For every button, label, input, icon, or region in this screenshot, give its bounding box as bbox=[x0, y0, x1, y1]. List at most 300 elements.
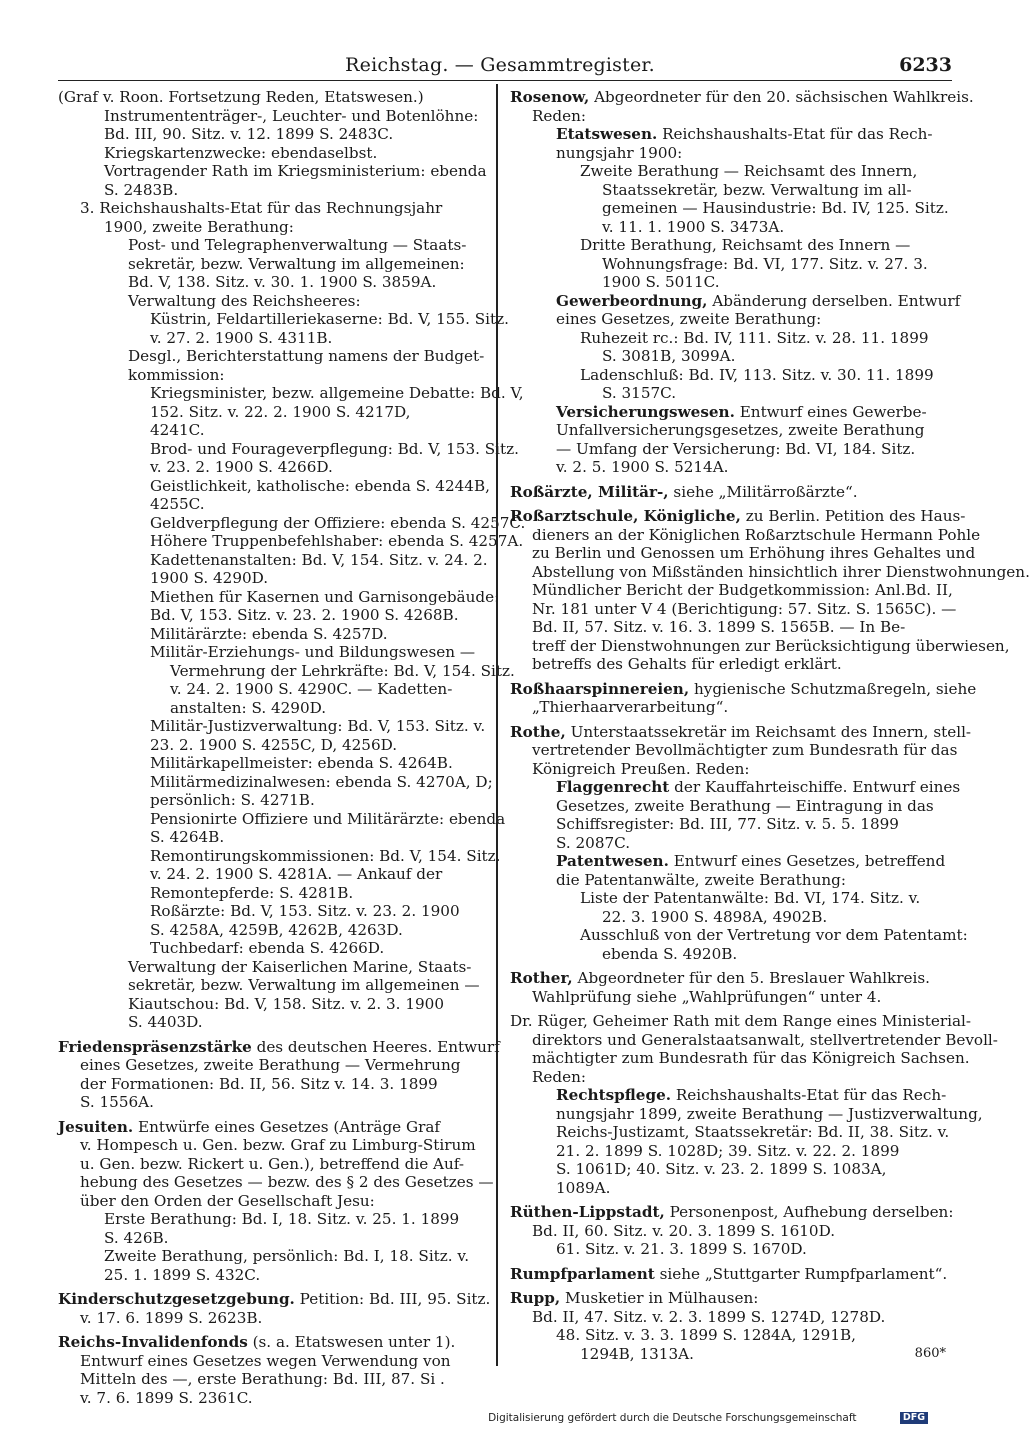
entry-text: Abstellung von Mißständen hinsichtlich ihrer Dienstwohnungen. bbox=[532, 562, 1030, 581]
index-line bbox=[58, 791, 490, 810]
entry-text: Bd. II, 60. Sitz. v. 20. 3. 1899 S. 1610D. bbox=[532, 1221, 836, 1240]
entry-text: direktors und Generalstaatsanwalt, stellvertretender Bevoll- bbox=[532, 1030, 998, 1049]
entry-text: Reden: bbox=[532, 106, 587, 125]
index-line bbox=[58, 384, 524, 403]
entry-text: „Thierhaarverarbeitung“. bbox=[532, 698, 729, 716]
index-line bbox=[58, 532, 524, 551]
index-line bbox=[58, 236, 490, 255]
index-line bbox=[510, 483, 952, 502]
entry-text: Dritte Berathung, Reichsamt des Innern — bbox=[580, 236, 911, 254]
index-line bbox=[58, 1309, 490, 1328]
index-line bbox=[58, 606, 490, 625]
entry-text: Kriegsminister, bezw. allgemeine Debatte: Bd. V, bbox=[150, 384, 524, 402]
index-line bbox=[58, 1266, 490, 1285]
index-line bbox=[58, 680, 490, 699]
index-line bbox=[58, 421, 490, 440]
index-line bbox=[58, 292, 490, 311]
entry-text: mächtigter zum Bundesrath für das Königreich Sachsen. bbox=[532, 1049, 970, 1067]
entry-text: v. 24. 2. 1900 S. 4290C. — Kadetten- bbox=[170, 680, 453, 698]
entry-text: Ruhezeit rc.: Bd. IV, 111. Sitz. v. 28. 11. 1899 bbox=[580, 328, 929, 347]
entry-text: S. 1061D; 40. Sitz. v. 23. 2. 1899 S. 1083A, bbox=[556, 1160, 887, 1178]
entry-text: kommission: bbox=[128, 365, 225, 384]
index-line bbox=[58, 809, 506, 829]
entry-text: 1900 S. 4290D. bbox=[150, 569, 269, 587]
entry-text: vertretender Bevollmächtigter zum Bundesrath für das bbox=[532, 741, 958, 759]
entry-text: 1089A. bbox=[556, 1178, 611, 1197]
entry-text: S. 4258A, 4259B, 4262B, 4263D. bbox=[150, 920, 403, 939]
index-line bbox=[510, 1012, 971, 1031]
signature-mark: 860* bbox=[914, 1346, 946, 1361]
index-line bbox=[58, 273, 490, 292]
index-line bbox=[510, 834, 952, 853]
entry-text: Bd. V, 153. Sitz. v. 23. 2. 1900 S. 4268B. bbox=[150, 606, 459, 624]
entry-text: der Kauffahrteischiffe. Entwurf eines bbox=[669, 778, 961, 796]
entry-text: 23. 2. 1900 S. 4255C, D, 4256D. bbox=[150, 735, 398, 754]
entry-text: Verwaltung des Reichsheeres: bbox=[128, 291, 361, 310]
index-line bbox=[510, 125, 952, 144]
entry-text: 3. Reichshaushalts-Etat für das Rechnungsjahr bbox=[80, 199, 443, 217]
entry-text: Kiautschou: Bd. V, 158. Sitz. v. 2. 3. 1900 bbox=[128, 994, 444, 1013]
index-line bbox=[510, 1030, 998, 1050]
index-line bbox=[58, 310, 509, 329]
entry-text: Militärmedizinalwesen: ebenda S. 4270A, D; bbox=[150, 772, 493, 791]
entry-text: Bd. II, 57. Sitz. v. 16. 3. 1899 S. 1565B. — In Be- bbox=[532, 618, 906, 636]
entry-heading: Rupp, bbox=[510, 1289, 561, 1307]
index-line bbox=[58, 976, 490, 995]
index-line bbox=[510, 162, 952, 181]
entry-heading: Rüthen-Lippstadt, bbox=[510, 1203, 665, 1221]
index-line bbox=[58, 846, 501, 866]
entry-text: zu Berlin. Petition des Haus- bbox=[740, 507, 966, 525]
entry-text: der Formationen: Bd. II, 56. Sitz v. 14. 3. 1899 bbox=[80, 1074, 438, 1093]
entry-text: Bd. V, 138. Sitz. v. 30. 1. 1900 S. 3859A. bbox=[128, 273, 437, 291]
index-line bbox=[58, 643, 490, 662]
index-line bbox=[58, 1075, 490, 1094]
entry-text: S. 4403D. bbox=[128, 1013, 203, 1031]
dfg-logo: DFG bbox=[900, 1412, 928, 1424]
page-header-title: Reichstag. — Gesammtregister. bbox=[345, 54, 655, 76]
index-line bbox=[510, 507, 966, 526]
index-line bbox=[58, 625, 490, 644]
index-line bbox=[510, 778, 961, 797]
index-line bbox=[58, 125, 490, 144]
entry-text: Höhere Truppenbefehlshaber: ebenda S. 4257A. bbox=[150, 532, 524, 550]
entry-text: Zweite Berathung — Reichsamt des Innern, bbox=[580, 162, 918, 180]
index-line bbox=[510, 236, 952, 255]
entry-text: hebung des Gesetzes — bezw. des § 2 des Gesetzes — bbox=[80, 1173, 494, 1191]
index-line bbox=[510, 655, 952, 674]
entry-text: treff der Dienstwohnungen zur Berücksichtigung überwiesen, bbox=[532, 636, 1010, 655]
entry-heading: Roßarztschule, Königliche, bbox=[510, 507, 741, 525]
index-line bbox=[58, 255, 490, 274]
entry-text: über den Orden der Gesellschaft Jesu: bbox=[80, 1191, 375, 1210]
entry-text: Wohnungsfrage: Bd. VI, 177. Sitz. v. 27. 3. bbox=[602, 254, 928, 273]
entry-text: Geldverpflegung der Offiziere: ebenda S. 4257C. bbox=[150, 513, 526, 532]
entry-text: Reichshaushalts-Etat für das Rech- bbox=[671, 1086, 947, 1104]
entry-text: Post- und Telegraphenverwaltung — Staats- bbox=[128, 236, 467, 254]
index-line bbox=[510, 88, 974, 107]
entry-text: 21. 2. 1899 S. 1028D; 39. Sitz. v. 22. 2. 1899 bbox=[556, 1141, 900, 1160]
entry-heading: Rumpfparlament bbox=[510, 1264, 655, 1283]
index-line bbox=[58, 218, 490, 237]
entry-text: anstalten: S. 4290D. bbox=[170, 698, 327, 717]
index-line bbox=[510, 310, 952, 329]
index-line bbox=[510, 889, 952, 908]
right-column bbox=[510, 88, 1030, 1363]
entry-text: 1900 S. 5011C. bbox=[602, 273, 720, 291]
entry-heading: Kinderschutzgesetzgebung. bbox=[58, 1290, 295, 1308]
entry-text: v. 11. 1. 1900 S. 3473A. bbox=[602, 217, 785, 236]
entry-heading: Rothe, bbox=[510, 722, 566, 741]
index-line bbox=[510, 458, 952, 477]
index-line bbox=[510, 384, 952, 403]
index-line bbox=[58, 865, 490, 884]
entry-text: Vermehrung der Lehrkräfte: Bd. V, 154. Sitz. bbox=[170, 661, 515, 680]
entry-text: v. 2. 5. 1900 S. 5214A. bbox=[556, 458, 729, 476]
entry-heading: Jesuiten. bbox=[58, 1117, 134, 1136]
index-line bbox=[58, 107, 490, 126]
index-line bbox=[510, 618, 952, 637]
index-line bbox=[58, 513, 526, 533]
index-line bbox=[510, 421, 952, 440]
index-line bbox=[58, 587, 500, 607]
index-line bbox=[510, 1086, 952, 1105]
index-line bbox=[510, 1308, 952, 1327]
index-line bbox=[58, 495, 490, 514]
index-line bbox=[58, 772, 493, 792]
index-line bbox=[58, 1389, 490, 1408]
index-line bbox=[58, 1290, 490, 1309]
index-line bbox=[510, 741, 958, 760]
entry-text: Königreich Preußen. Reden: bbox=[532, 759, 750, 778]
entry-text: v. 24. 2. 1900 S. 4281A. — Ankauf der bbox=[150, 865, 443, 883]
entry-text: S. 3081B, 3099A. bbox=[602, 347, 736, 365]
index-line bbox=[58, 366, 490, 385]
index-line bbox=[510, 599, 957, 619]
index-line bbox=[58, 699, 490, 718]
entry-text: S. 3157C. bbox=[602, 384, 677, 402]
index-line bbox=[58, 828, 490, 847]
index-line bbox=[510, 1104, 983, 1124]
index-line bbox=[58, 569, 490, 588]
column-divider bbox=[496, 84, 498, 1366]
index-line bbox=[510, 255, 952, 274]
entry-text: 1294B, 1313A. bbox=[580, 1344, 694, 1363]
index-line bbox=[58, 921, 490, 940]
entry-text: Petition: Bd. III, 95. Sitz. bbox=[294, 1290, 491, 1308]
entry-text: Dr. Rüger, Geheimer Rath mit dem Range eines Ministerial- bbox=[510, 1012, 971, 1030]
index-line bbox=[510, 525, 981, 545]
index-line bbox=[510, 1222, 952, 1241]
index-line bbox=[510, 107, 952, 126]
index-line bbox=[510, 581, 952, 600]
entry-heading: Roßärzte, Militär-, bbox=[510, 482, 669, 501]
index-line bbox=[58, 902, 490, 921]
entry-text: 4255C. bbox=[150, 495, 205, 513]
index-line bbox=[510, 1265, 952, 1284]
entry-text: Reichs-Justizamt, Staatssekretär: Bd. II, 38. Sitz. v. bbox=[556, 1123, 950, 1141]
entry-text: Wahlprüfung siehe „Wahlprüfungen“ unter 4. bbox=[532, 987, 882, 1006]
entry-text: Mündlicher Bericht der Budgetkommission: Anl.Bd. II, bbox=[532, 581, 953, 599]
index-line bbox=[58, 88, 490, 107]
entry-text: Schiffsregister: Bd. III, 77. Sitz. v. 5. 5. 1899 bbox=[556, 815, 899, 833]
entry-text: Tuchbedarf: ebenda S. 4266D. bbox=[150, 939, 385, 957]
entry-text: Erste Berathung: Bd. I, 18. Sitz. v. 25. 1. 1899 bbox=[104, 1210, 460, 1228]
entry-text: Militärkapellmeister: ebenda S. 4264B. bbox=[150, 754, 453, 772]
index-line bbox=[58, 1352, 490, 1371]
entry-text: 1900, zweite Berathung: bbox=[104, 217, 294, 236]
entry-text: v. Hompesch u. Gen. bezw. Graf zu Limburg-Stirum bbox=[80, 1136, 476, 1154]
entry-text: 48. Sitz. v. 3. 3. 1899 S. 1284A, 1291B, bbox=[556, 1326, 856, 1344]
index-line bbox=[58, 1037, 500, 1057]
index-line bbox=[510, 347, 952, 366]
index-line bbox=[510, 181, 952, 200]
entry-text: eines Gesetzes, zweite Berathung — Vermehrung bbox=[80, 1056, 461, 1074]
entry-text: Kadettenanstalten: Bd. V, 154. Sitz. v. 24. 2. bbox=[150, 550, 488, 569]
entry-heading: Patentwesen. bbox=[556, 852, 669, 870]
entry-text: Militär-Erziehungs- und Bildungswesen — bbox=[150, 643, 476, 661]
entry-text: Verwaltung der Kaiserlichen Marine, Staats- bbox=[128, 957, 472, 976]
entry-text: Reichshaushalts-Etat für das Rech- bbox=[657, 125, 933, 143]
entry-text: Kriegskartenzwecke: ebendaselbst. bbox=[104, 143, 378, 162]
entry-text: Entwurf eines Gesetzes wegen Verwendung von bbox=[80, 1351, 451, 1370]
entry-text: 25. 1. 1899 S. 432C. bbox=[104, 1265, 261, 1284]
index-line bbox=[58, 1247, 490, 1266]
entry-text: Bd. III, 90. Sitz. v. 12. 1899 S. 2483C. bbox=[104, 125, 394, 143]
entry-text: Abänderung derselben. Entwurf bbox=[707, 291, 961, 310]
entry-text: v. 7. 6. 1899 S. 2361C. bbox=[80, 1388, 253, 1407]
entry-text: v. 23. 2. 1900 S. 4266D. bbox=[150, 458, 333, 476]
index-line bbox=[510, 636, 1010, 656]
index-line bbox=[58, 1093, 490, 1112]
index-line bbox=[58, 884, 490, 903]
entry-text: (Graf v. Roon. Fortsetzung Reden, Etatswesen.) bbox=[58, 88, 424, 106]
entry-text: sekretär, bezw. Verwaltung im allgemeinen — bbox=[128, 976, 480, 994]
index-line bbox=[58, 551, 490, 570]
entry-text: Musketier in Mülhausen: bbox=[560, 1289, 759, 1307]
index-line bbox=[58, 144, 490, 163]
entry-text: Entwurf eines Gesetzes, betreffend bbox=[668, 852, 946, 870]
index-line bbox=[510, 562, 1030, 582]
entry-text: hygienische Schutzmaßregeln, siehe bbox=[689, 679, 977, 698]
index-line bbox=[58, 939, 490, 958]
index-line bbox=[58, 1370, 490, 1389]
entry-text: Bd. II, 47. Sitz. v. 2. 3. 1899 S. 1274D, 1278D. bbox=[532, 1307, 886, 1326]
entry-text: S. 2483B. bbox=[104, 180, 179, 199]
entry-text: S. 1556A. bbox=[80, 1093, 154, 1111]
entry-text: Mitteln des —, erste Berathung: Bd. III, 87. Si . bbox=[80, 1370, 445, 1388]
index-line bbox=[58, 1155, 490, 1174]
index-line bbox=[510, 1179, 952, 1198]
index-line bbox=[58, 1333, 490, 1352]
entry-heading: Friedenspräsenzstärke bbox=[58, 1037, 252, 1056]
index-line bbox=[510, 945, 952, 964]
entry-text: nungsjahr 1899, zweite Berathung — Justizverwaltung, bbox=[556, 1104, 983, 1123]
index-line bbox=[510, 1142, 952, 1161]
index-line bbox=[510, 871, 952, 890]
index-line bbox=[510, 1289, 952, 1308]
entry-text: Gesetzes, zweite Berathung — Eintragung in das bbox=[556, 796, 934, 815]
entry-text: siehe „Militärroßärzte“. bbox=[668, 482, 858, 501]
index-line bbox=[58, 162, 490, 181]
index-line bbox=[58, 717, 490, 736]
entry-text: Abgeordneter für den 20. sächsischen Wahlkreis. bbox=[589, 88, 974, 106]
index-line bbox=[58, 1118, 490, 1137]
index-line bbox=[58, 439, 519, 459]
entry-text: Vortragender Rath im Kriegsministerium: ebenda bbox=[104, 162, 487, 180]
entry-text: Militär-Justizverwaltung: Bd. V, 153. Sitz. v. bbox=[150, 717, 486, 735]
entry-text: siehe „Stuttgarter Rumpfparlament“. bbox=[654, 1264, 948, 1283]
entry-heading: Versicherungswesen. bbox=[556, 402, 735, 421]
entry-text: eines Gesetzes, zweite Berathung: bbox=[556, 310, 822, 328]
index-line bbox=[510, 1049, 970, 1068]
entry-text: dieners an der Königlichen Roßarztschule Hermann Pohle bbox=[532, 525, 981, 544]
index-line bbox=[510, 366, 952, 385]
entry-text: persönlich: S. 4271B. bbox=[150, 791, 315, 809]
index-line bbox=[510, 1203, 952, 1222]
index-line bbox=[58, 199, 490, 218]
entry-heading: Rechtspflege. bbox=[556, 1086, 672, 1104]
index-line bbox=[510, 199, 952, 218]
entry-text: ebenda S. 4920B. bbox=[602, 944, 738, 963]
index-line bbox=[58, 1013, 490, 1032]
header-rule bbox=[58, 80, 952, 81]
index-line bbox=[510, 815, 952, 834]
entry-text: Nr. 181 unter V 4 (Berichtigung: 57. Sitz. S. 1565C). — bbox=[532, 599, 957, 618]
entry-text: Liste der Patentanwälte: Bd. VI, 174. Sitz. v. bbox=[580, 889, 921, 907]
entry-text: Remontepferde: S. 4281B. bbox=[150, 883, 354, 902]
entry-text: des deutschen Heeres. Entwurf bbox=[251, 1037, 500, 1056]
index-line bbox=[510, 144, 952, 163]
index-line bbox=[58, 403, 490, 422]
index-line bbox=[510, 1326, 952, 1345]
entry-text: Küstrin, Feldartilleriekaserne: Bd. V, 155. Sitz. bbox=[150, 310, 509, 328]
entry-text: Entwurf eines Gewerbe- bbox=[734, 402, 927, 421]
index-line bbox=[510, 988, 952, 1007]
index-line bbox=[58, 477, 490, 496]
entry-text: Instrumententräger-, Leuchter- und Botenlöhne: bbox=[104, 106, 479, 125]
entry-heading: Roßhaarspinnereien, bbox=[510, 679, 690, 698]
index-line bbox=[58, 458, 490, 477]
entry-text: zu Berlin und Genossen um Erhöhung ihres Gehaltes und bbox=[532, 544, 976, 562]
entry-text: 4241C. bbox=[150, 421, 205, 439]
entry-heading: Rother, bbox=[510, 969, 573, 987]
entry-text: gemeinen — Hausindustrie: Bd. IV, 125. Sitz. bbox=[602, 199, 949, 217]
entry-text: Reden: bbox=[532, 1067, 587, 1086]
index-line bbox=[510, 908, 952, 927]
entry-text: Brod- und Fourageverpflegung: Bd. V, 153. Sitz. bbox=[150, 439, 519, 458]
index-line bbox=[510, 1068, 952, 1087]
entry-text: Zweite Berathung, persönlich: Bd. I, 18. Sitz. v. bbox=[104, 1247, 470, 1265]
entry-text: Unfallversicherungsgesetzes, zweite Berathung bbox=[556, 421, 925, 439]
entry-heading: Etatswesen. bbox=[556, 125, 658, 143]
entry-heading: Flaggenrecht bbox=[556, 778, 670, 796]
index-line bbox=[510, 1240, 952, 1259]
index-line bbox=[510, 1123, 952, 1142]
entry-text: Geistlichkeit, katholische: ebenda S. 4244B, bbox=[150, 476, 490, 495]
index-line bbox=[58, 1056, 490, 1075]
entry-text: u. Gen. bezw. Rickert u. Gen.), betreffend die Auf- bbox=[80, 1154, 465, 1173]
entry-text: Remontirungskommissionen: Bd. V, 154. Sitz. bbox=[150, 846, 501, 865]
entry-text: Staatssekretär, bezw. Verwaltung im all- bbox=[602, 180, 912, 199]
index-line bbox=[510, 329, 952, 348]
entry-text: die Patentanwälte, zweite Berathung: bbox=[556, 870, 846, 889]
index-line bbox=[510, 698, 952, 717]
entry-text: S. 426B. bbox=[104, 1228, 169, 1247]
index-line bbox=[58, 181, 490, 200]
index-line bbox=[58, 329, 490, 348]
index-line bbox=[58, 958, 490, 977]
page-number: 6233 bbox=[899, 54, 952, 76]
entry-heading: Gewerbeordnung, bbox=[556, 291, 708, 310]
entry-text: Desgl., Berichterstattung namens der Budget- bbox=[128, 347, 485, 365]
index-line bbox=[58, 736, 490, 755]
index-line bbox=[510, 679, 977, 699]
index-line bbox=[58, 1192, 490, 1211]
index-line bbox=[510, 403, 952, 422]
index-line bbox=[510, 969, 952, 988]
entry-text: 61. Sitz. v. 21. 3. 1899 S. 1670D. bbox=[556, 1240, 807, 1258]
entry-text: nungsjahr 1900: bbox=[556, 143, 683, 162]
index-line bbox=[58, 347, 490, 366]
entry-text: Ausschluß von der Vertretung vor dem Patentamt: bbox=[580, 926, 968, 944]
index-line bbox=[510, 291, 961, 311]
entry-text: Pensionirte Offiziere und Militärärzte: ebenda bbox=[150, 809, 506, 828]
index-line bbox=[58, 995, 490, 1014]
entry-text: S. 2087C. bbox=[556, 833, 631, 852]
index-line bbox=[510, 440, 952, 459]
left-column bbox=[58, 88, 526, 1407]
entry-heading: Reichs-Invalidenfonds bbox=[58, 1333, 248, 1351]
entry-text: sekretär, bezw. Verwaltung im allgemeinen: bbox=[128, 254, 465, 273]
index-line bbox=[58, 1229, 490, 1248]
entry-text: Entwürfe eines Gesetzes (Anträge Graf bbox=[133, 1117, 441, 1136]
index-line bbox=[510, 852, 952, 871]
footer-credit: Digitalisierung gefördert durch die Deutsche Forschungsgemeinschaft bbox=[488, 1412, 857, 1424]
entry-text: Ladenschluß: Bd. IV, 113. Sitz. v. 30. 11. 1899 bbox=[580, 365, 934, 384]
footer bbox=[0, 1412, 1000, 1424]
index-line bbox=[510, 722, 972, 742]
index-line bbox=[58, 1136, 490, 1155]
index-line bbox=[510, 1345, 952, 1364]
entry-text: 152. Sitz. v. 22. 2. 1900 S. 4217D, bbox=[150, 402, 411, 421]
entry-text: Roßärzte: Bd. V, 153. Sitz. v. 23. 2. 1900 bbox=[150, 902, 460, 920]
index-line bbox=[510, 760, 952, 779]
index-line bbox=[510, 273, 952, 292]
entry-text: Miethen für Kasernen und Garnisongebäude: bbox=[150, 587, 500, 606]
entry-text: S. 4264B. bbox=[150, 828, 225, 846]
entry-text: 22. 3. 1900 S. 4898A, 4902B. bbox=[602, 907, 828, 926]
entry-heading: Rosenow, bbox=[510, 88, 590, 106]
entry-text: Abgeordneter für den 5. Breslauer Wahlkreis. bbox=[572, 969, 930, 987]
index-line bbox=[510, 797, 952, 816]
index-line bbox=[510, 1160, 952, 1179]
entry-text: — Umfang der Versicherung: Bd. VI, 184. Sitz. bbox=[556, 439, 916, 458]
entry-text: betreffs des Gehalts für erledigt erklärt. bbox=[532, 655, 842, 673]
index-line bbox=[510, 544, 976, 563]
index-line bbox=[58, 1210, 490, 1229]
entry-text: v. 17. 6. 1899 S. 2623B. bbox=[80, 1308, 263, 1327]
index-line bbox=[510, 218, 952, 237]
index-line bbox=[58, 661, 515, 681]
entry-text: v. 27. 2. 1900 S. 4311B. bbox=[150, 328, 333, 347]
entry-text: Unterstaatssekretär im Reichsamt des Innern, stell- bbox=[565, 722, 972, 741]
index-line bbox=[58, 754, 490, 773]
index-line bbox=[510, 926, 968, 945]
entry-text: Personenpost, Aufhebung derselben: bbox=[664, 1203, 954, 1221]
entry-text: Militärärzte: ebenda S. 4257D. bbox=[150, 624, 388, 643]
index-line bbox=[58, 1173, 494, 1192]
